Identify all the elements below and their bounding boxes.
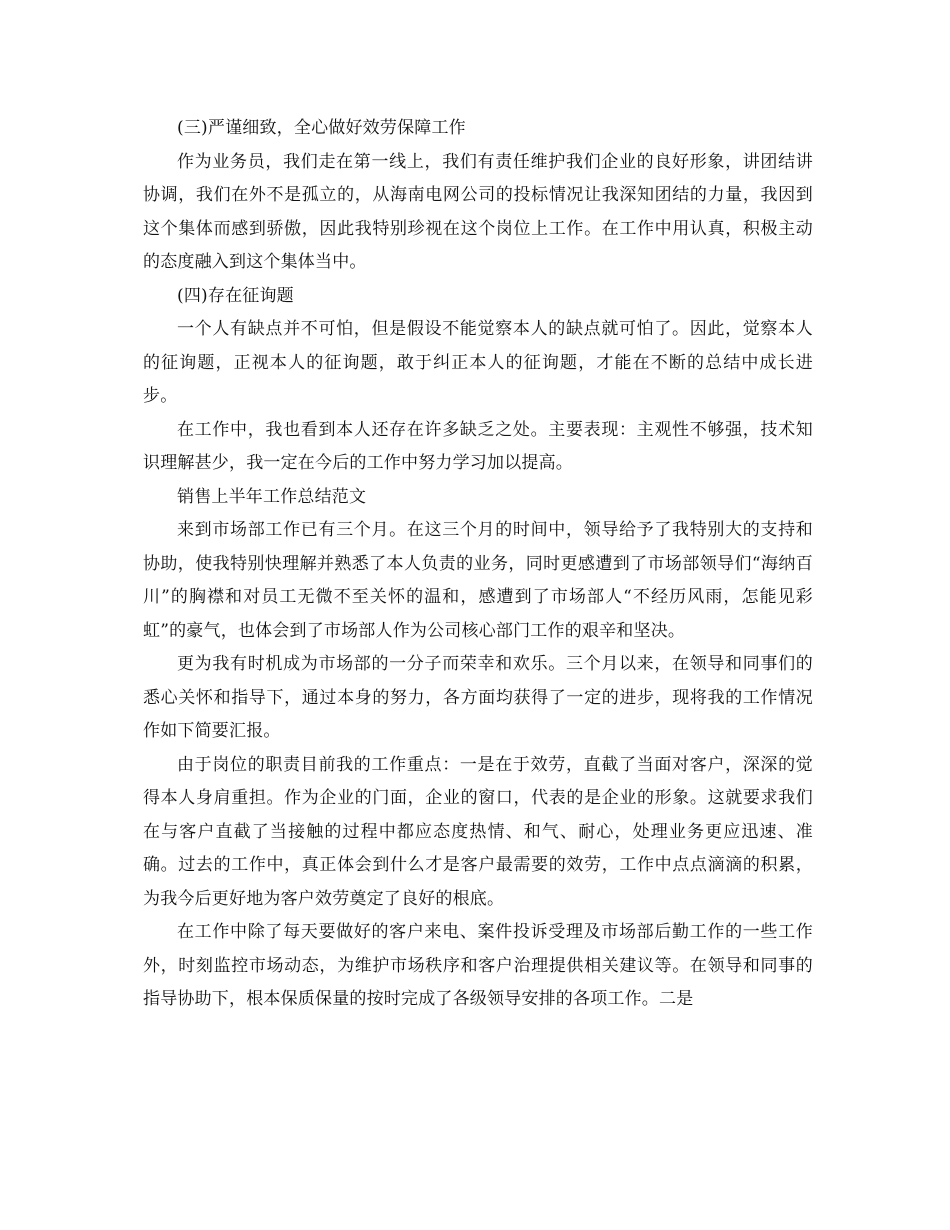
body-paragraph: 由于岗位的职责目前我的工作重点：一是在于效劳，直截了当面对客户，深深的觉得本人身肩重担。作为企业的门面，企业的窗口，代表的是企业的形象。这就要求我们在与客户直截了当接触的过程中都应态度热情、和气、耐心，处理业务更应迅速、准确。过去的工作中，真正体会到什么才是客户最需要的效劳，工作中点点滴滴的积累，为我今后更好地为客户效劳奠定了良好的根底。 (143, 754, 813, 909)
body-paragraph: 更为我有时机成为市场部的一分子而荣幸和欢乐。三个月以来，在领导和同事们的悉心关怀和指导下，通过本身的努力，各方面均获得了一定的进步，现将我的工作情况作如下简要汇报。 (143, 654, 813, 741)
body-paragraph: 一个人有缺点并不可怕，但是假设不能觉察本人的缺点就可怕了。因此，觉察本人的征询题，正视本人的征询题，敢于纠正本人的征询题，才能在不断的总结中成长进步。 (143, 319, 813, 406)
section-heading-3: (三)严谨细致，全心做好效劳保障工作 (177, 118, 466, 138)
section-heading-4: (四)存在征询题 (177, 285, 294, 306)
body-paragraph: 来到市场部工作已有三个月。在这三个月的时间中，领导给予了我特别大的支持和协助，使我特别快理解并熟悉了本人负责的业务，同时更感遭到了市场部领导们“海纳百川”的胸襟和对员工无微不至关怀的温和，感遭到了市场部人“不经历风雨，怎能见彩虹”的豪气，也体会到了市场部人作为公司核心部门工作的艰辛和坚决。 (143, 520, 813, 641)
body-paragraph: 在工作中，我也看到本人还存在许多缺乏之处。主要表现：主观性不够强，技术知识理解甚少，我一定在今后的工作中努力学习加以提高。 (143, 419, 813, 473)
body-paragraph: 作为业务员，我们走在第一线上，我们有责任维护我们企业的良好形象，讲团结讲协调，我们在外不是孤立的，从海南电网公司的投标情况让我深知团结的力量，我因到这个集体而感到骄傲，因此我特别珍视在这个岗位上工作。在工作中用认真，积极主动的态度融入到这个集体当中。 (143, 151, 813, 272)
document-title: 销售上半年工作总结范文 (177, 486, 367, 507)
body-paragraph: 在工作中除了每天要做好的客户来电、案件投诉受理及市场部后勤工作的一些工作外，时刻监控市场动态，为维护市场秩序和客户治理提供相关建议等。在领导和同事的指导协助下，根本保质保量的按时完成了各级领导安排的各项工作。二是 (143, 922, 813, 1009)
document-page (143, 112, 813, 1017)
